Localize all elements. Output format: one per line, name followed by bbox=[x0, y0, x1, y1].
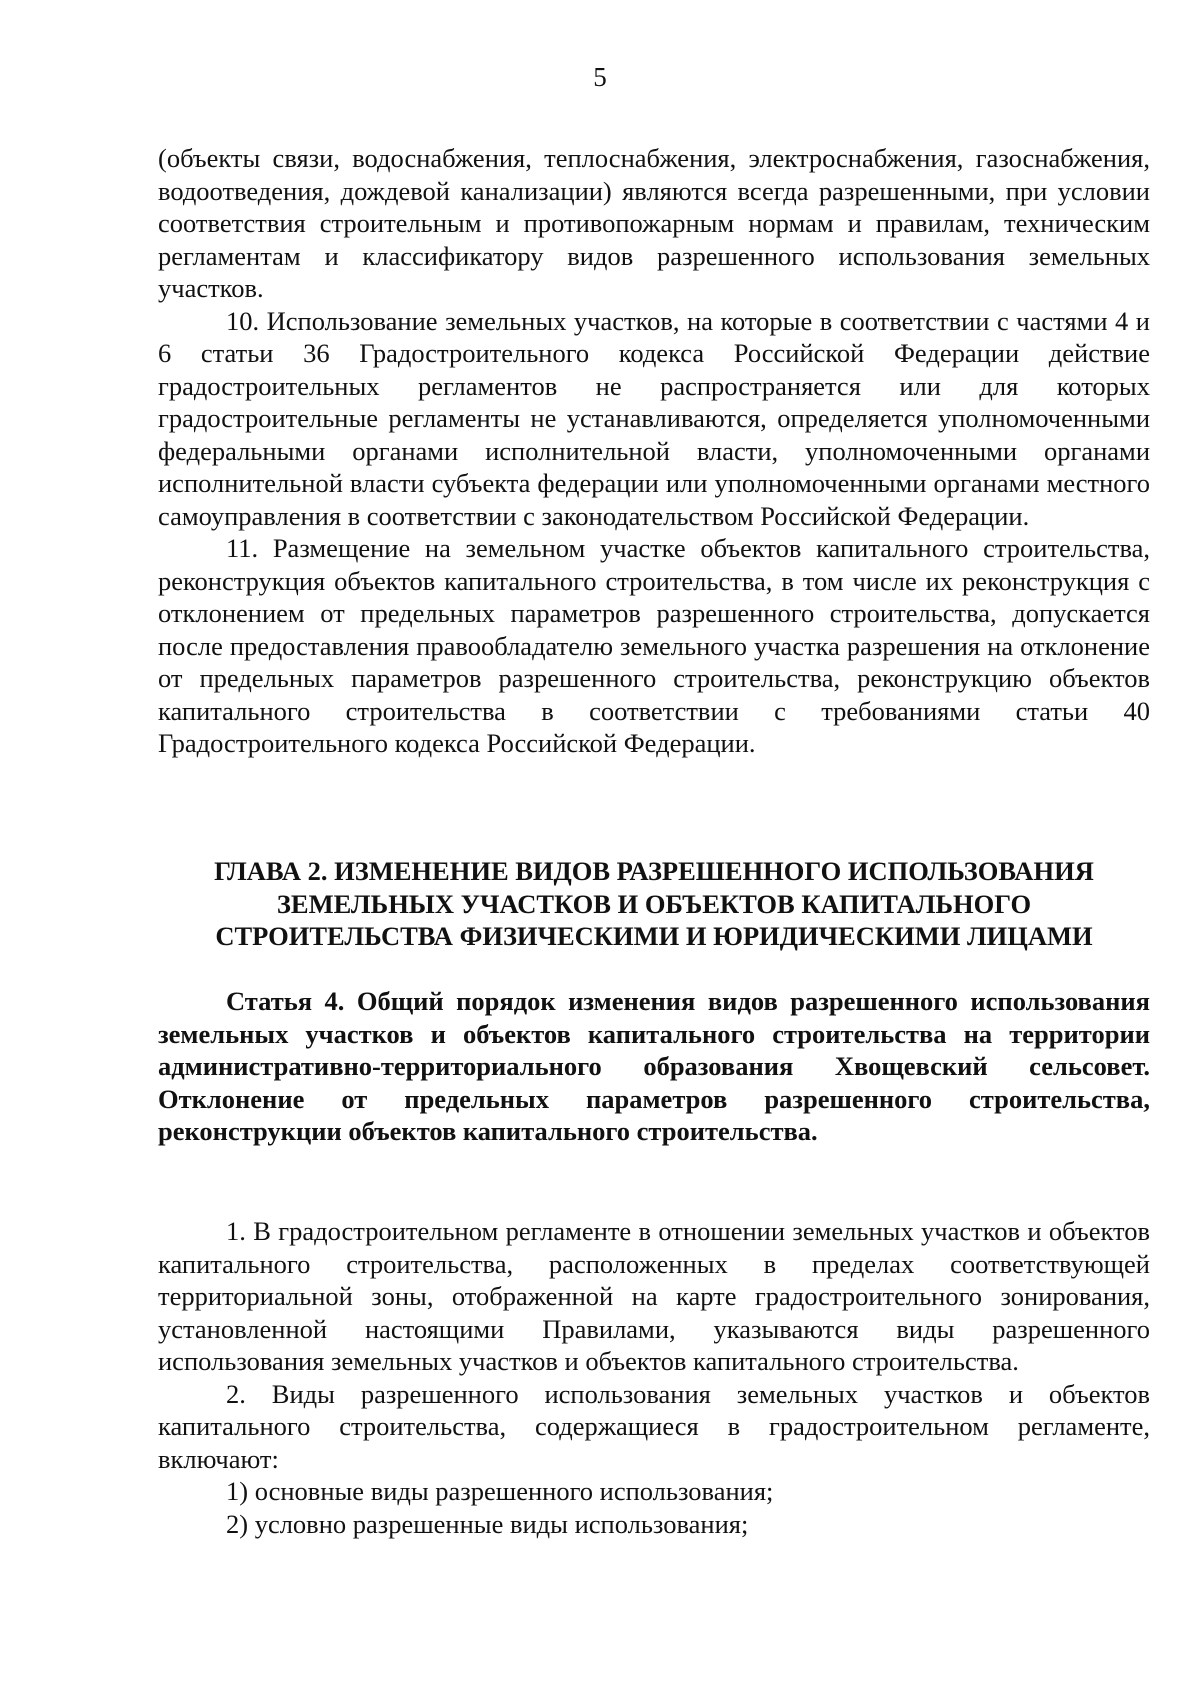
body-block-top bbox=[158, 142, 1150, 760]
body-block-bottom bbox=[158, 1215, 1150, 1540]
paragraph-2: 2. Виды разрешенного использования земельных участков и объектов капитального строительства, содержащиеся в градостроительном регламенте, включают: bbox=[158, 1378, 1150, 1474]
list-item-1: 1) основные виды разрешенного использования; bbox=[226, 1476, 774, 1506]
paragraph-11: 11. Размещение на земельном участке объектов капитального строительства, реконструкция объектов капитального строительства, в том числе их реконструкция с отклонением от предельных параметров разрешенного строительства, допускается после предоставления правообладателю земельного участка разрешения на отклонение от предельных параметров разрешенного строительства, реконструкцию объектов капитального строительства в соответствии с требованиями статьи 40 Градостроительного кодекса Российской Федерации. bbox=[158, 533, 1150, 758]
continuation-paragraph: (объекты связи, водоснабжения, теплоснабжения, электроснабжения, газоснабжения, водоотведения, дождевой канализации) являются всегда разрешенными, при условии соответствия строительным и противопожарным нормам и правилам, техническим регламентам и классификатору видов разрешенного использования земельных участков. bbox=[158, 143, 1150, 303]
paragraph-10: 10. Использование земельных участков, на которые в соответствии с частями 4 и 6 статьи 36 Градостроительного кодекса Российской Федерации действие градостроительных регламентов не распространяется или для которых градостроительные регламенты не устанавливаются, определяется уполномоченными федеральными органами исполнительной власти, уполномоченными органами исполнительной власти субъекта федерации или уполномоченными органами местного самоуправления в соответствии с законодательством Российской Федерации. bbox=[158, 305, 1150, 531]
list-item-2: 2) условно разрешенные виды использования; bbox=[226, 1508, 749, 1539]
article-heading: Статья 4. Общий порядок изменения видов разрешенного использования земельных участков и объектов капитального строительства на территории административно-территориального образования Хвощевский сельсовет. Отклонение от предельных параметров разрешенного строительства, реконструкции объектов капитального строительства. bbox=[158, 986, 1150, 1146]
chapter-heading: ГЛАВА 2. ИЗМЕНЕНИЕ ВИДОВ РАЗРЕШЕННОГО ИСПОЛЬЗОВАНИЯ ЗЕМЕЛЬНЫХ УЧАСТКОВ И ОБЪЕКТОВ КАПИТАЛЬНОГО СТРОИТЕЛЬСТВА ФИЗИЧЕСКИМИ И ЮРИДИЧЕСКИМИ ЛИЦАМИ bbox=[214, 856, 1094, 951]
page-number: 5 bbox=[593, 62, 607, 92]
paragraph-1: 1. В градостроительном регламенте в отношении земельных участков и объектов капитального строительства, расположенных в пределах соответствующей территориальной зоны, отображенной на карте градостроительного зонирования, установленной настоящими Правилами, указываются виды разрешенного использования земельных участков и объектов капитального строительства. bbox=[158, 1216, 1150, 1376]
